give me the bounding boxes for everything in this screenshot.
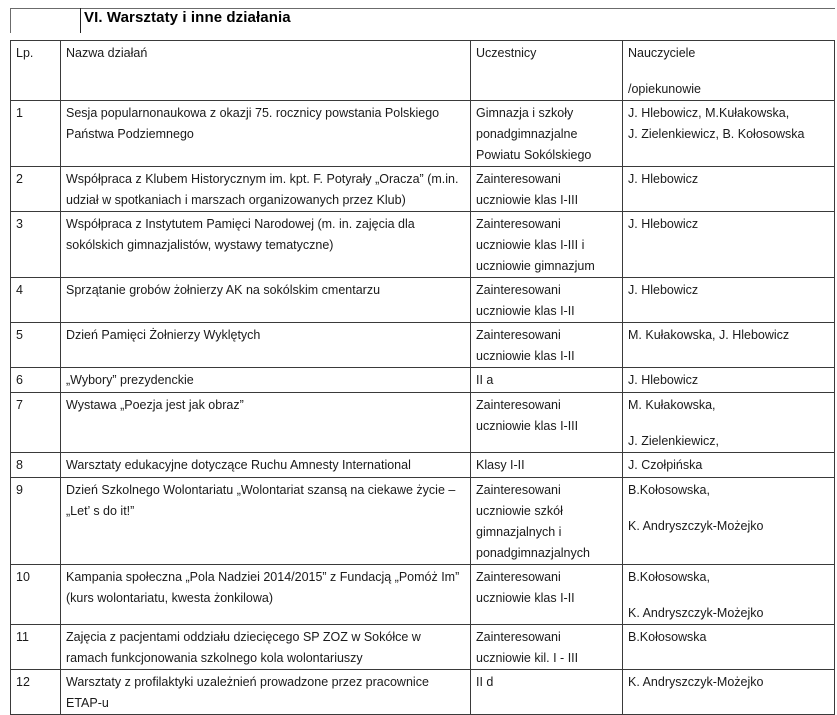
header-participants: Uczestnicy xyxy=(471,41,623,101)
activity-teachers xyxy=(623,323,835,368)
teacher-name: J. Hlebowicz xyxy=(628,217,699,231)
teacher-name: B.Kołosowska, xyxy=(628,483,710,497)
activity-participants: II a xyxy=(471,368,623,393)
activity-teachers xyxy=(623,670,835,715)
row-number: 9 xyxy=(11,478,61,565)
row-number: 7 xyxy=(11,393,61,453)
teacher-name: J. Hlebowicz, M.Kułakowska, xyxy=(628,106,790,120)
left-cell-rule xyxy=(10,8,11,33)
activity-name: Warsztaty z profilaktyki uzależnień prowadzone przez pracownice ETAP-u xyxy=(61,670,471,715)
activity-name: Kampania społeczna „Pola Nadziei 2014/2015” z Fundacją „Pomóż Im” (kurs wolontariatu, kwesta żonkilowa) xyxy=(61,565,471,625)
teacher-name: K. Andryszczyk-Możejko xyxy=(628,675,764,689)
activity-participants: Zainteresowani uczniowie klas I-II xyxy=(471,323,623,368)
activity-name: Warsztaty edukacyjne dotyczące Ruchu Amnesty International xyxy=(61,453,471,478)
activity-name: Wystawa „Poezja jest jak obraz” xyxy=(61,393,471,453)
activity-name: Dzień Pamięci Żołnierzy Wyklętych xyxy=(61,323,471,368)
header-teachers-line2: /opiekunowie xyxy=(628,82,701,96)
table-row xyxy=(11,212,835,278)
table-row xyxy=(11,167,835,212)
activity-participants: Zainteresowani uczniowie klas I-II xyxy=(471,278,623,323)
title-cell-rule xyxy=(80,8,81,33)
row-number: 3 xyxy=(11,212,61,278)
activity-participants: Zainteresowani uczniowie klas I-III xyxy=(471,167,623,212)
header-activity-name: Nazwa działań xyxy=(61,41,471,101)
teacher-name: J. Czołpińska xyxy=(628,458,703,472)
table-row xyxy=(11,101,835,167)
teacher-name: M. Kułakowska, J. Hlebowicz xyxy=(628,328,790,342)
row-number: 6 xyxy=(11,368,61,393)
table-header-row xyxy=(11,41,835,101)
activity-name: Współpraca z Klubem Historycznym im. kpt. F. Potyrały „Oracza” (m.in. udział w spotkaniach i marszach organizowanych przez Klub) xyxy=(61,167,471,212)
activity-participants: Zainteresowani uczniowie klas I-III i uczniowie gimnazjum xyxy=(471,212,623,278)
row-number: 2 xyxy=(11,167,61,212)
activity-participants: Zainteresowani uczniowie kil. I - III xyxy=(471,625,623,670)
activity-teachers xyxy=(623,625,835,670)
activity-participants: Gimnazja i szkoły ponadgimnazjalne Powiatu Sokólskiego xyxy=(471,101,623,167)
activity-teachers xyxy=(623,368,835,393)
row-number: 10 xyxy=(11,565,61,625)
table-row xyxy=(11,278,835,323)
activities-table xyxy=(10,40,835,715)
teacher-name: J. Zielenkiewicz, xyxy=(628,434,719,448)
teacher-name: J. Hlebowicz xyxy=(628,172,699,186)
activity-teachers xyxy=(623,565,835,625)
activity-participants: Zainteresowani uczniowie klas I-II xyxy=(471,565,623,625)
activity-name: „Wybory” prezydenckie xyxy=(61,368,471,393)
row-number: 4 xyxy=(11,278,61,323)
row-number: 8 xyxy=(11,453,61,478)
activity-participants: II d xyxy=(471,670,623,715)
table-row xyxy=(11,670,835,715)
table-row xyxy=(11,453,835,478)
activity-teachers xyxy=(623,101,835,167)
title-band xyxy=(0,0,837,40)
table-row xyxy=(11,565,835,625)
activity-teachers xyxy=(623,393,835,453)
activity-name: Zajęcia z pacjentami oddziału dziecięcego SP ZOZ w Sokółce w ramach funkcjonowania szkolnego kola wolontariuszy xyxy=(61,625,471,670)
teacher-name: B.Kołosowska, xyxy=(628,570,710,584)
activity-name: Współpraca z Instytutem Pamięci Narodowej (m. in. zajęcia dla sokólskich gimnazjalistów, wystawy tematyczne) xyxy=(61,212,471,278)
header-teachers-line1: Nauczyciele xyxy=(628,46,696,60)
activity-participants: Zainteresowani uczniowie klas I-III xyxy=(471,393,623,453)
activity-teachers xyxy=(623,278,835,323)
teacher-name: K. Andryszczyk-Możejko xyxy=(628,606,764,620)
teacher-name: J. Hlebowicz xyxy=(628,283,699,297)
page-title: VI. Warsztaty i inne działania xyxy=(84,9,291,26)
teacher-name: M. Kułakowska, xyxy=(628,398,716,412)
activity-name: Sprzątanie grobów żołnierzy AK na sokólskim cmentarzu xyxy=(61,278,471,323)
row-number: 1 xyxy=(11,101,61,167)
table-body xyxy=(11,101,835,715)
table-row xyxy=(11,478,835,565)
table-row xyxy=(11,368,835,393)
teacher-name: B.Kołosowska xyxy=(628,630,707,644)
table-row xyxy=(11,323,835,368)
teacher-name: K. Andryszczyk-Możejko xyxy=(628,519,764,533)
header-teachers xyxy=(623,41,835,101)
activity-teachers xyxy=(623,212,835,278)
activity-teachers xyxy=(623,167,835,212)
activity-name: Sesja popularnonaukowa z okazji 75. rocznicy powstania Polskiego Państwa Podziemnego xyxy=(61,101,471,167)
teacher-name: J. Zielenkiewicz, B. Kołosowska xyxy=(628,127,805,141)
row-number: 11 xyxy=(11,625,61,670)
row-number: 12 xyxy=(11,670,61,715)
row-number: 5 xyxy=(11,323,61,368)
header-lp: Lp. xyxy=(11,41,61,101)
activity-teachers xyxy=(623,478,835,565)
teacher-name: J. Hlebowicz xyxy=(628,373,699,387)
activity-participants: Zainteresowani uczniowie szkół gimnazjalnych i ponadgimnazjalnych xyxy=(471,478,623,565)
table-row xyxy=(11,625,835,670)
activity-participants: Klasy I-II xyxy=(471,453,623,478)
activity-teachers xyxy=(623,453,835,478)
activity-name: Dzień Szkolnego Wolontariatu „Wolontariat szansą na ciekawe życie – „Let’ s do it!” xyxy=(61,478,471,565)
table-row xyxy=(11,393,835,453)
